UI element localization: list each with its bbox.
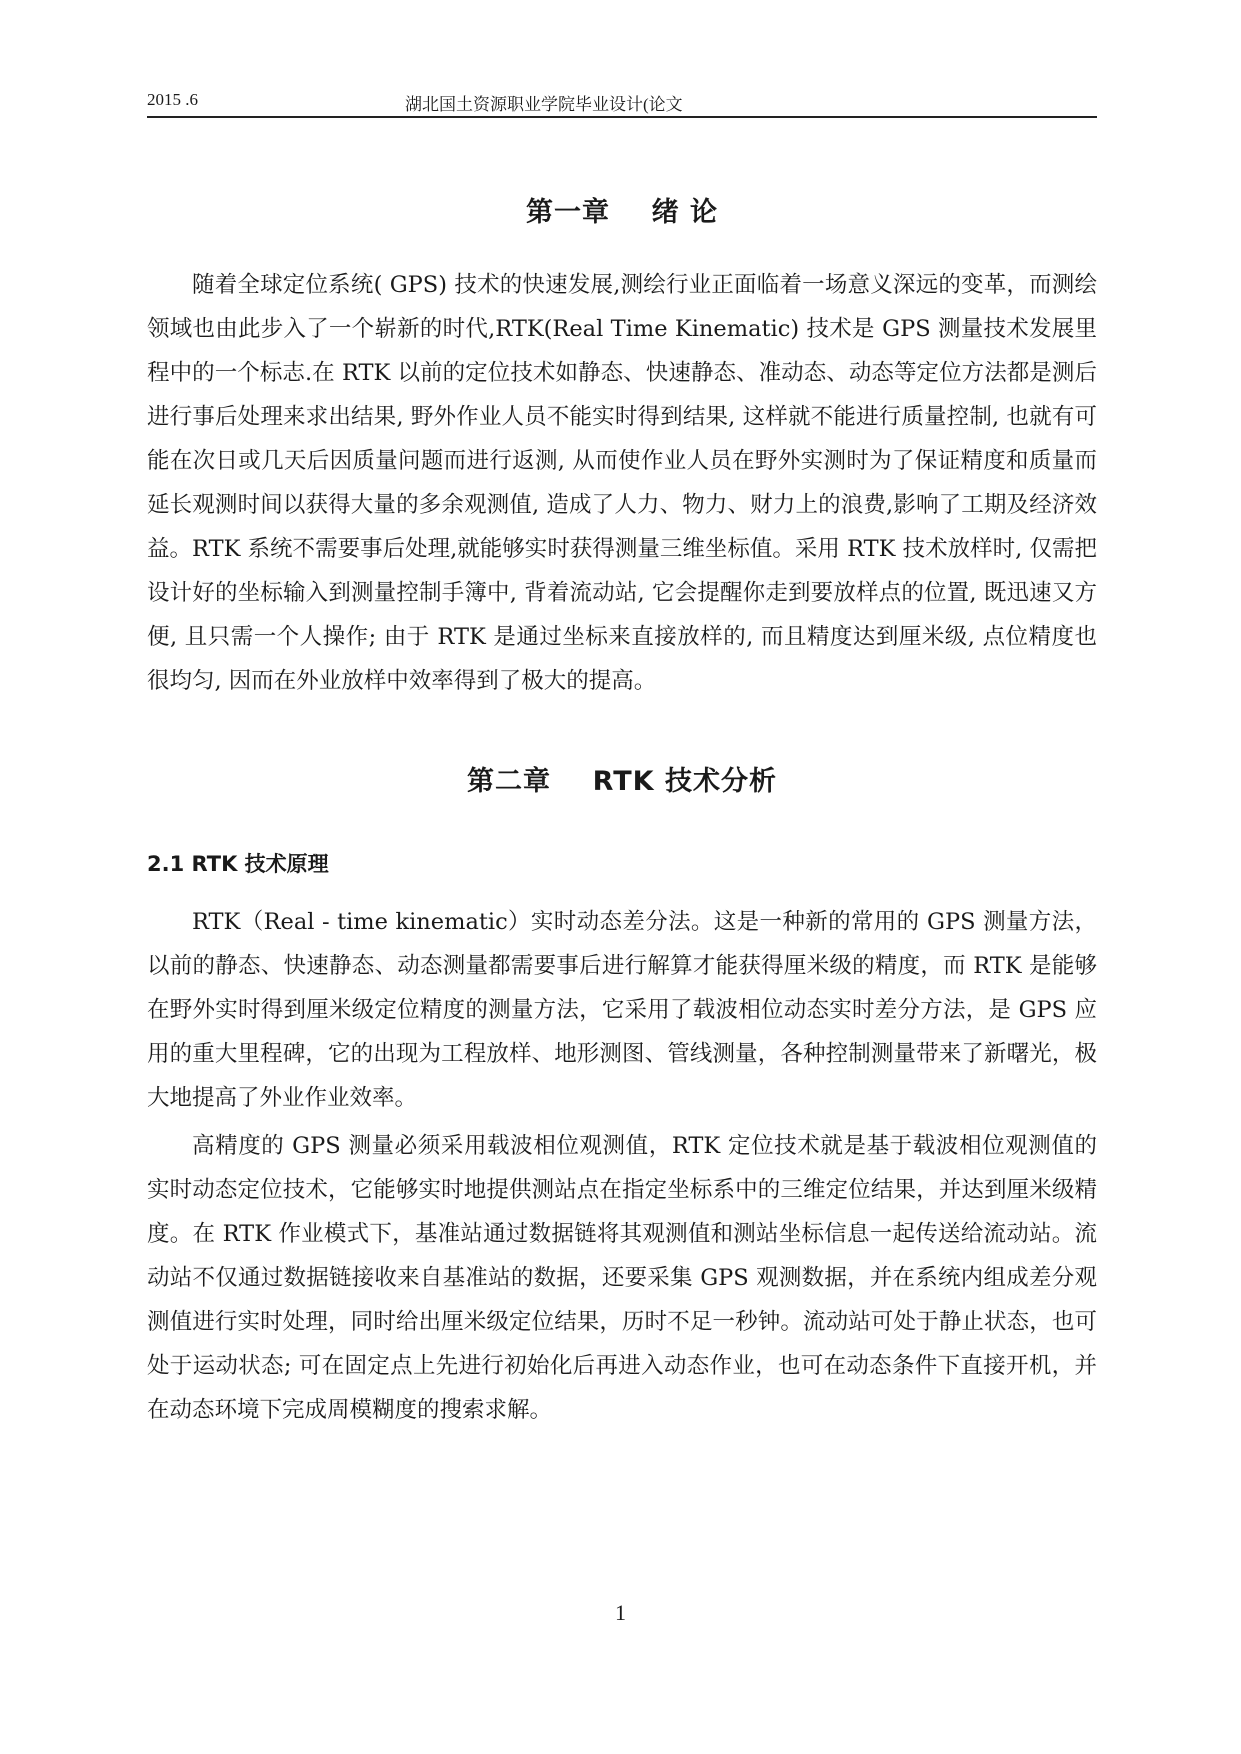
header-school-title: 湖北国土资源职业学院毕业设计(论文 [405, 95, 683, 114]
section-2-1-paragraph-1: RTK（Real - time kinematic）实时动态差分法。这是一种新的常用的 GPS 测量方法，以前的静态、快速静态、动态测量都需要事后进行解算才能获得厘米级的精度，而 RTK 是能够在野外实时得到厘米级定位精度的测量方法，它采用了载波相位动态实时差分方法，是 GPS 应用的重大里程碑，它的出现为工程放样、地形测图、管线测量，各种控制测量带来了新曙光，极大地提高了外业作业效率。 [147, 909, 1097, 1111]
header-date: 2015 .6 [147, 90, 198, 109]
chapter-1-title: 第一章 绪 论 [526, 197, 718, 228]
section-2-1-paragraph-2: 高精度的 GPS 测量必须采用载波相位观测值，RTK 定位技术就是基于载波相位观测值的实时动态定位技术，它能够实时地提供测站点在指定坐标系中的三维定位结果，并达到厘米级精度。在 RTK 作业模式下，基准站通过数据链将其观测值和测站坐标信息一起传送给流动站。流动站不仅通过数据链接收来自基准站的数据，还要采集 GPS 观测数据，并在系统内组成差分观测值进行实时处理，同时给出厘米级定位结果，历时不足一秒钟。流动站可处于静止状态，也可处于运动状态; 可在固定点上先进行初始化后再进入动态作业，也可在动态条件下直接开机，并在动态环境下完成周模糊度的搜索求解。 [147, 1133, 1097, 1423]
page-body [147, 190, 1097, 1432]
chapter-2-title: 第二章 RTK 技术分析 [467, 766, 777, 797]
section-2-1-title: 2.1 RTK 技术原理 [147, 852, 329, 876]
chapter-1-paragraph: 随着全球定位系统( GPS) 技术的快速发展,测绘行业正面临着一场意义深远的变革，而测绘领域也由此步入了一个崭新的时代,RTK(Real Time Kinematic) 技术是 GPS 测量技术发展里程中的一个标志.在 RTK 以前的定位技术如静态、快速静态、准动态、动态等定位方法都是测后进行事后处理来求出结果, 野外作业人员不能实时得到结果, 这样就不能进行质量控制, 也就有可能在次日或几天后因质量问题而进行返测, 从而使作业人员在野外实测时为了保证精度和质量而延长观测时间以获得大量的多余观测值, 造成了人力、物力、财力上的浪费,影响了工期及经济效益。RTK 系统不需要事后处理,就能够实时获得测量三维坐标值。采用 RTK 技术放样时, 仅需把设计好的坐标输入到测量控制手簿中, 背着流动站, 它会提醒你走到要放样点的位置, 既迅速又方便, 且只需一个人操作; 由于 RTK 是通过坐标来直接放样的, 而且精度达到厘米级, 点位精度也很均匀, 因而在外业放样中效率得到了极大的提高。 [147, 272, 1097, 694]
running-header [147, 88, 1097, 118]
page-number: 1 [615, 1600, 626, 1625]
